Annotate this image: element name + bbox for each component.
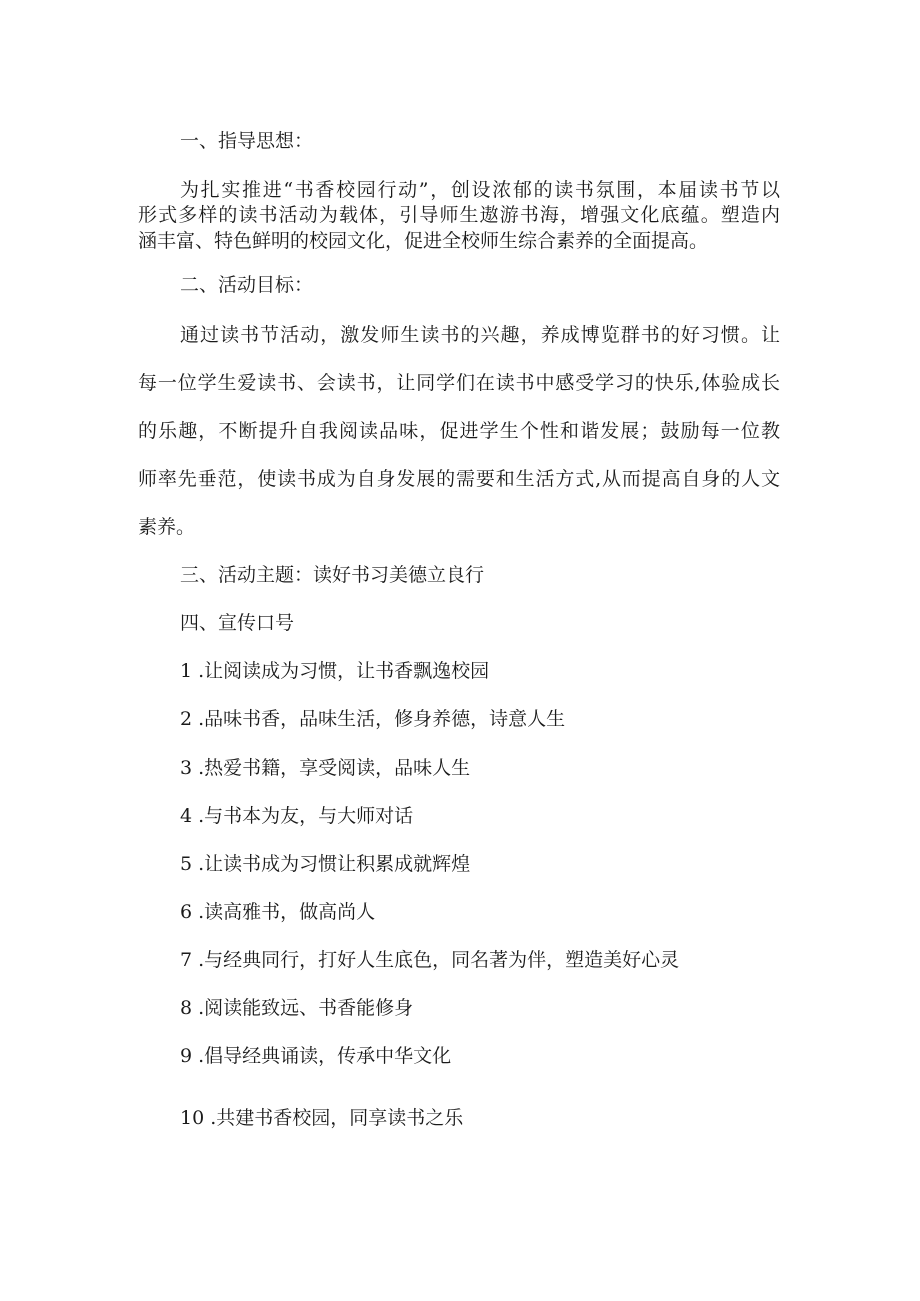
paragraph-line: 的乐趣，不断提升自我阅读品味，促进学生个性和谐发展；鼓励每一位教: [138, 420, 780, 442]
section-heading-guiding-idea: 一、指导思想：: [180, 130, 314, 152]
paragraph-line: 为扎实推进“书香校园行动”，创设浓郁的读书氛围，本届读书节以: [180, 179, 780, 201]
paragraph-line: 师率先垂范，使读书成为自身发展的需要和生活方式,从而提高自身的人文: [138, 468, 780, 490]
slogan-item: 9 .倡导经典诵读，传承中华文化: [180, 1045, 452, 1067]
slogan-item: 8 .阅读能致远、书香能修身: [180, 997, 414, 1019]
slogan-item: 6 .读高雅书，做高尚人: [180, 901, 376, 923]
slogan-item: 4 .与书本为友，与大师对话: [180, 805, 414, 827]
slogan-item: 5 .让读书成为习惯让积累成就辉煌: [180, 853, 471, 875]
slogan-item: 7 .与经典同行，打好人生底色，同名著为伴，塑造美好心灵: [180, 949, 680, 971]
paragraph-line: 涵丰富、特色鲜明的校园文化，促进全校师生综合素养的全面提高。: [138, 230, 709, 252]
slogan-item: 2 .品味书香，品味生活，修身养德，诗意人生: [180, 708, 566, 730]
slogan-item: 3 .热爱书籍，享受阅读，品味人生: [180, 757, 471, 779]
section-heading-activity-goal: 二、活动目标：: [180, 274, 314, 296]
section-heading-activity-theme: 三、活动主题：读好书习美德立良行: [180, 564, 485, 586]
paragraph-line: 每一位学生爱读书、会读书，让同学们在读书中感受学习的快乐,体验成长: [138, 372, 780, 394]
paragraph-line: 形式多样的读书活动为载体，引导师生遨游书海，增强文化底蕴。塑造内: [138, 204, 780, 226]
paragraph-line: 素养。: [138, 516, 196, 538]
paragraph-line: 通过读书节活动，激发师生读书的兴趣，养成博览群书的好习惯。让: [180, 324, 780, 346]
slogan-item: 10 .共建书香校园，同享读书之乐: [180, 1107, 464, 1129]
section-heading-slogans: 四、宣传口号: [180, 612, 295, 634]
slogan-item: 1 .让阅读成为习惯，让书香飘逸校园: [180, 660, 490, 682]
